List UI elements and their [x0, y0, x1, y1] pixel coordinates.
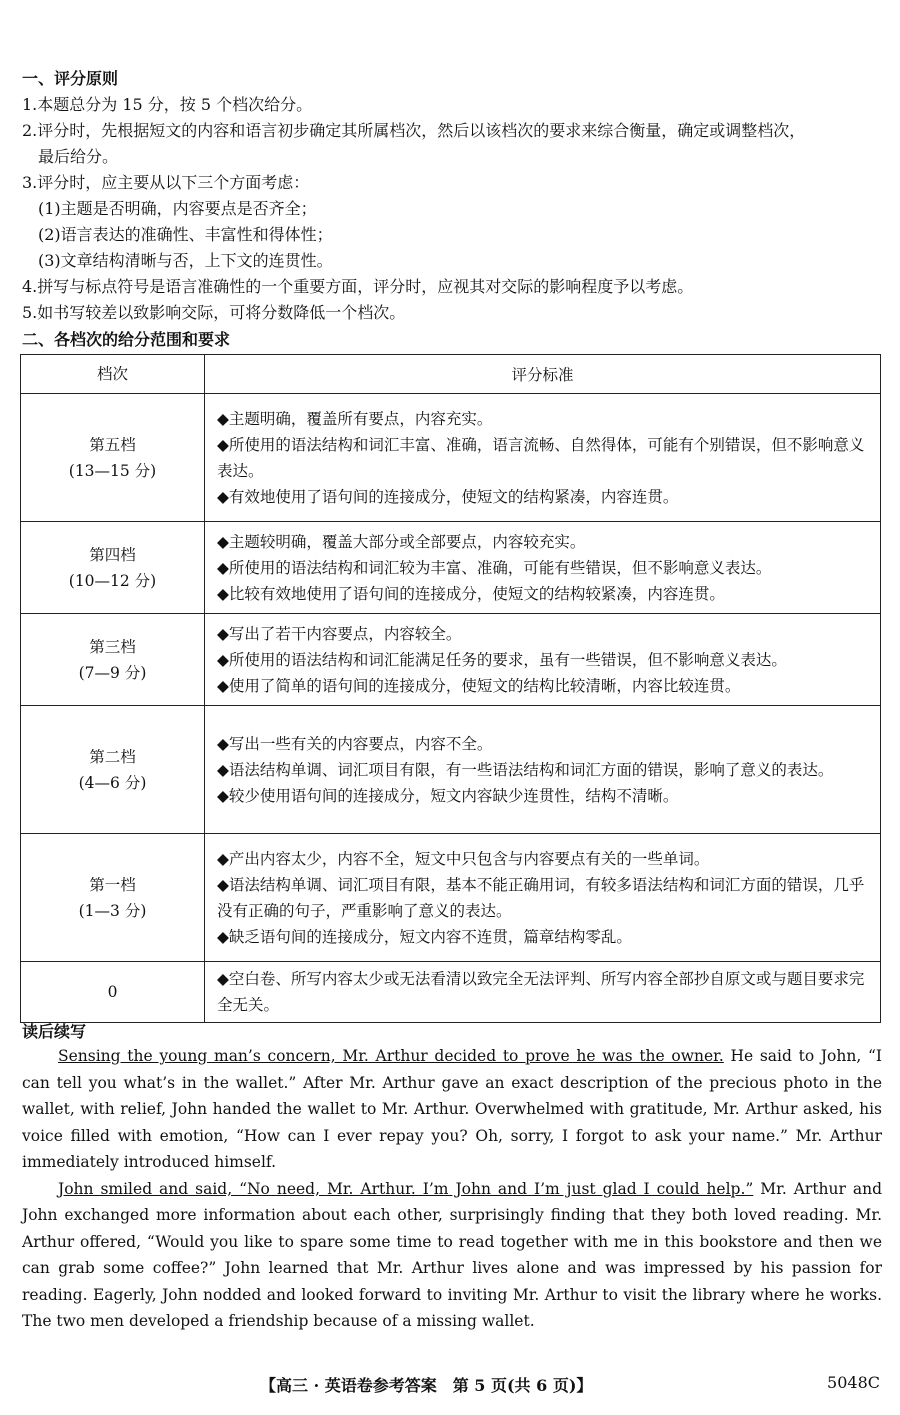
- level-name: 第二档: [89, 747, 136, 766]
- criteria-item: ◆缺乏语句间的连接成分，短文内容不连贯，篇章结构零乱。: [217, 927, 632, 946]
- criteria-item: ◆所使用的语法结构和词汇较为丰富、准确，可能有些错误，但不影响意义表达。: [217, 558, 772, 577]
- level-range: (7—9 分): [78, 663, 147, 682]
- level-range: (1—3 分): [78, 901, 147, 920]
- level-range: (10—12 分): [68, 571, 157, 590]
- table-header-row: [21, 355, 881, 394]
- rule-line-2: 2.评分时，先根据短文的内容和语言初步确定其所属档次，然后以该档次的要求来综合衡量，确定或调整档次，: [22, 121, 806, 140]
- criteria-cell: [205, 834, 881, 962]
- criteria-cell: [205, 962, 881, 1023]
- level-name: 第一档: [89, 875, 136, 894]
- table-row: [21, 706, 881, 834]
- rule-line-4: 4.拼写与标点符号是语言准确性的一个重要方面，评分时，应视其对交际的影响程度予以考虑。: [22, 277, 694, 296]
- level-cell: [21, 394, 205, 522]
- rule-line-5: 5.如书写较差以致影响交际，可将分数降低一个档次。: [22, 303, 406, 322]
- criteria-item: ◆使用了简单的语句间的连接成分，使短文的结构比较清晰，内容比较连贯。: [217, 676, 741, 695]
- criteria-item: ◆主题明确，覆盖所有要点，内容充实。: [217, 409, 493, 428]
- criteria-item: ◆产出内容太少，内容不全，短文中只包含与内容要点有关的一些单词。: [217, 849, 710, 868]
- criteria-cell: [205, 706, 881, 834]
- criteria-item: ◆较少使用语句间的连接成分，短文内容缺少连贯性，结构不清晰。: [217, 786, 679, 805]
- paragraph-2-opening: John smiled and said, “No need, Mr. Arthur. I’m John and I’m just glad I could help.”: [58, 1179, 754, 1198]
- criteria-item: ◆所使用的语法结构和词汇能满足任务的要求，虽有一些错误，但不影响意义表达。: [217, 650, 787, 669]
- header-criteria: 评分标准: [205, 355, 881, 394]
- footer-code: 5048C: [827, 1373, 880, 1392]
- rule-line-3: 3.评分时，应主要从以下三个方面考虑：: [22, 173, 310, 192]
- rule-line-3-1: (1)主题是否明确，内容要点是否齐全；: [38, 199, 317, 218]
- level-cell: [21, 962, 205, 1023]
- footer-title: 【高三 · 英语卷参考答案 第 5 页(共 6 页)】: [260, 1376, 593, 1395]
- criteria-item: ◆比较有效地使用了语句间的连接成分，使短文的结构较紧凑，内容连贯。: [217, 584, 725, 603]
- sample-essay: [22, 1043, 882, 1335]
- criteria-item: ◆语法结构单调、词汇项目有限，有一些语法结构和词汇方面的错误，影响了意义的表达。: [217, 760, 834, 779]
- criteria-cell: [205, 614, 881, 706]
- criteria-item: ◆所使用的语法结构和词汇丰富、准确，语言流畅、自然得体，可能有个别错误，但不影响意义表达。: [217, 435, 865, 480]
- paragraph-1-opening: Sensing the young man’s concern, Mr. Arthur decided to prove he was the owner.: [58, 1047, 724, 1065]
- table-row: [21, 614, 881, 706]
- table-row: [21, 834, 881, 962]
- criteria-item: ◆主题较明确，覆盖大部分或全部要点，内容较充实。: [217, 532, 586, 551]
- level-cell: [21, 614, 205, 706]
- rule-line-3-2: (2)语言表达的准确性、丰富性和得体性；: [38, 225, 333, 244]
- level-range: (4—6 分): [78, 773, 147, 792]
- rule-line-1: 1.本题总分为 15 分，按 5 个档次给分。: [22, 95, 313, 114]
- rule-line-3-3: (3)文章结构清晰与否，上下文的连贯性。: [38, 251, 333, 270]
- criteria-cell: [205, 394, 881, 522]
- section3-title: 读后续写: [22, 1022, 87, 1041]
- rule-line-2-cont: 最后给分。: [38, 147, 119, 166]
- level-name: 0: [107, 983, 118, 1001]
- essay-paragraph-2: [22, 1176, 882, 1335]
- paragraph-2-body: Mr. Arthur and John exchanged more information about each other, surprisingly finding that they both loved reading. Mr. Arthur offered, “Would you like to spare some time to read together with me in this bookstore and then we can grab some coffee?” John learned that Mr. Arthur lives alone and was impressed by his passion for reading. Eagerly, John nodded and looked forward to inviting Mr. Arthur to visit the library where he works. The two men developed a friendship because of a missing wallet.: [22, 1179, 883, 1330]
- table-row: [21, 522, 881, 614]
- criteria-cell: [205, 522, 881, 614]
- section2-title: 二、各档次的给分范围和要求: [22, 330, 231, 349]
- level-cell: [21, 522, 205, 614]
- table-row: [21, 962, 881, 1023]
- level-range: (13—15 分): [68, 461, 157, 480]
- level-name: 第五档: [89, 435, 136, 454]
- level-cell: [21, 834, 205, 962]
- level-name: 第四档: [89, 545, 136, 564]
- table-row: [21, 394, 881, 522]
- level-name: 第三档: [89, 637, 136, 656]
- criteria-item: ◆写出了若干内容要点，内容较全。: [217, 624, 462, 643]
- criteria-item: ◆写出一些有关的内容要点，内容不全。: [217, 734, 493, 753]
- level-cell: [21, 706, 205, 834]
- header-level: 档次: [21, 355, 205, 394]
- section1-title: 一、评分原则: [22, 69, 119, 88]
- criteria-item: ◆有效地使用了语句间的连接成分，使短文的结构紧凑，内容连贯。: [217, 487, 679, 506]
- paragraph-1-body: He said to John, “I can tell you what’s in the wallet.” After Mr. Arthur gave an exact description of the precious photo in the wallet, with relief, John handed the wallet to Mr. Arthur. Overwhelmed with gratitude, Mr. Arthur asked, his voice filled with emotion, “How can I ever repay you? Oh, sorry, I forgot to ask your name.” Mr. Arthur immediately introduced himself.: [22, 1047, 882, 1171]
- criteria-item: ◆语法结构单调、词汇项目有限，基本不能正确用词，有较多语法结构和词汇方面的错误，几乎没有正确的句子，严重影响了意义的表达。: [217, 875, 865, 920]
- grading-table: [20, 354, 881, 1023]
- criteria-item: ◆空白卷、所写内容太少或无法看清以致完全无法评判、所写内容全部抄自原文或与题目要求完全无关。: [217, 970, 865, 1014]
- essay-paragraph-1: [22, 1043, 882, 1176]
